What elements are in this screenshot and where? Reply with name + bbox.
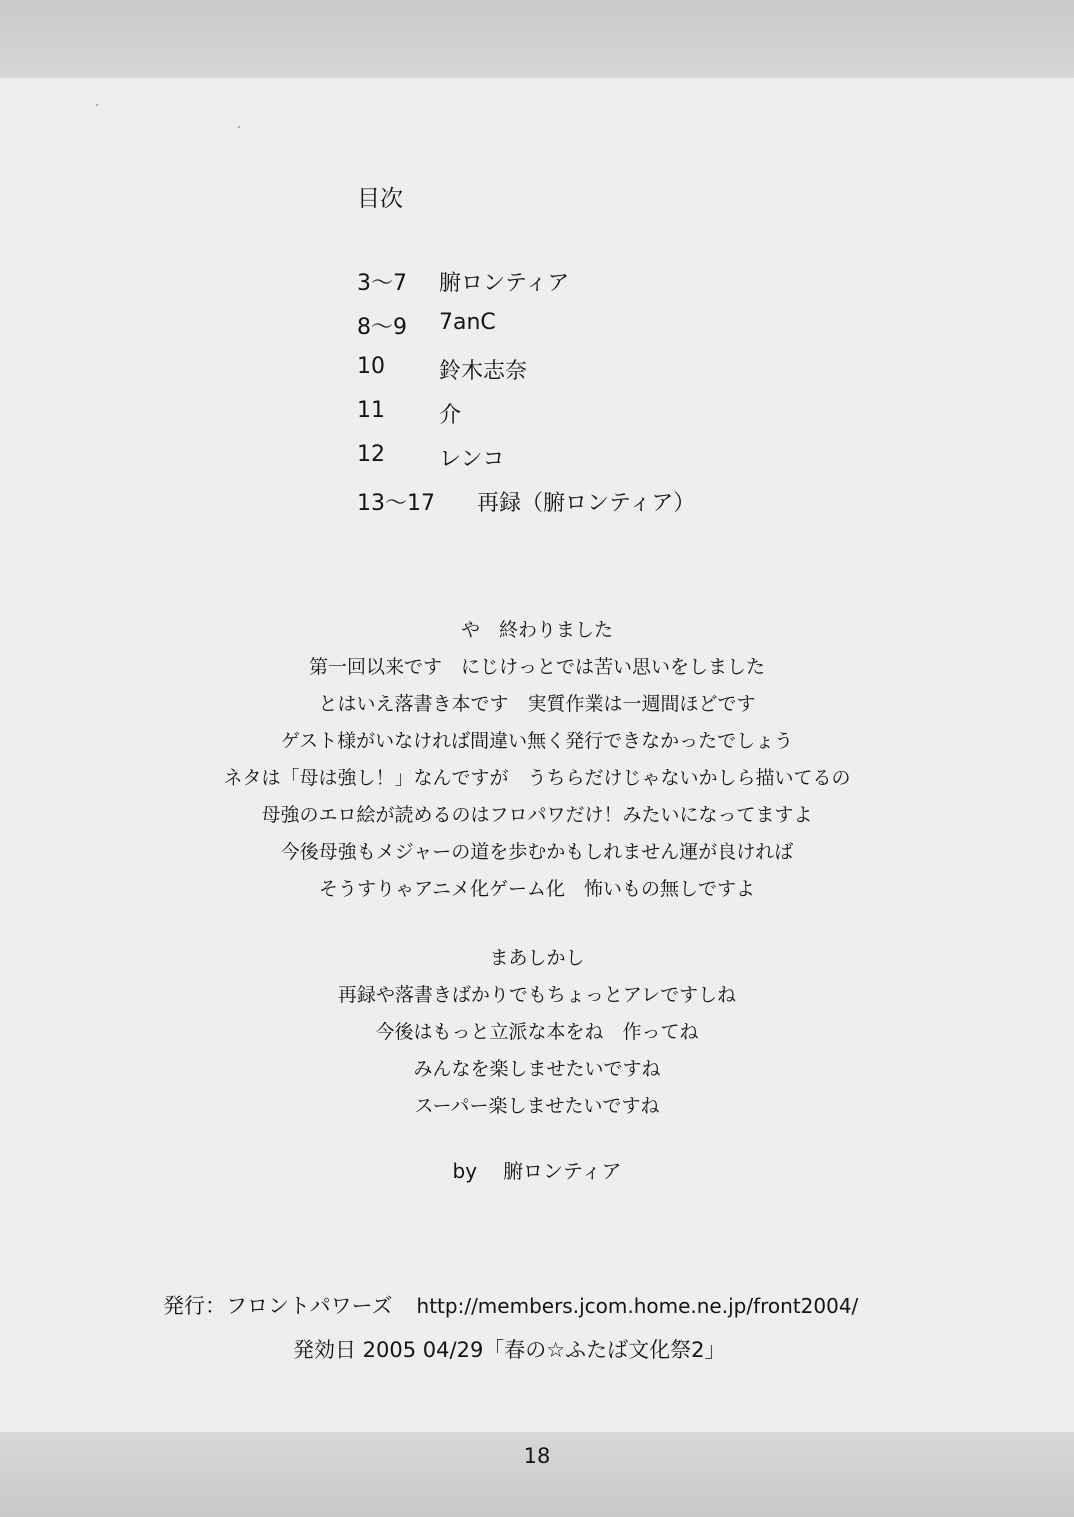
scan-speck [96,104,98,106]
afterword [0,612,1074,1125]
afterword-line: ゲスト様がいなければ間違い無く発行できなかったでしょう [280,730,794,752]
toc-pages: 10 [357,354,385,379]
afterword-line: や 終わりました [460,619,613,641]
afterword-line: そうすりゃアニメ化ゲーム化 怖いもの無しですよ [318,878,756,900]
afterword-line: 再録や落書きばかりでもちょっとアレですしね [337,984,737,1006]
toc-pages: 13～17 [357,491,435,516]
scan-speck [238,126,240,128]
publisher-line [163,1290,858,1320]
afterword-line: ネタは「母は強し！」なんですが うちらだけじゃないかしら描いてるの [223,767,851,789]
afterword-line: とはいえ落書き本です 実質作業は一週間ほどです [318,693,756,715]
issue-date-line: 発効日 2005 04/29「春の☆ふたば文化祭2」 [293,1338,726,1362]
afterword-line: みんなを楽しませたいですね [413,1058,661,1080]
toc-author: 介 [439,403,462,428]
paragraph-gap [0,908,1074,940]
toc-title: 目次 [357,186,403,212]
byline-author: 腑ロンティア [503,1159,622,1183]
byline [0,1155,1074,1184]
toc-author: 再録（腑ロンティア） [477,491,696,516]
byline-prefix: by [452,1159,478,1183]
toc-pages: 11 [357,398,385,423]
toc-author: 腑ロンティア [439,271,570,296]
toc-author: 鈴木志奈 [439,359,528,384]
toc-author: 7anC [439,310,496,335]
page-number: 18 [523,1444,551,1468]
top-gray-band [0,0,1074,78]
toc-pages: 3～7 [357,271,407,296]
toc-pages: 12 [357,442,385,467]
afterword-line: 第一回以来です にじけっとでは苦い思いをしました [308,656,765,678]
afterword-line: 今後母強もメジャーの道を歩むかもしれません運が良ければ [280,841,794,863]
publisher-url: http://members.jcom.home.ne.jp/front2004/ [416,1294,859,1318]
afterword-line: まあしかし [489,947,585,969]
afterword-line: スーパー楽しませたいですね [414,1095,660,1117]
toc-author: レンコ [439,447,505,472]
afterword-line: 今後はもっと立派な本をね 作ってね [375,1021,699,1043]
afterword-line: 母強のエロ絵が読めるのはフロパワだけ！みたいになってますよ [261,804,813,826]
toc-pages: 8～9 [357,315,407,340]
publisher-name: 発行：フロントパワーズ [163,1294,393,1318]
